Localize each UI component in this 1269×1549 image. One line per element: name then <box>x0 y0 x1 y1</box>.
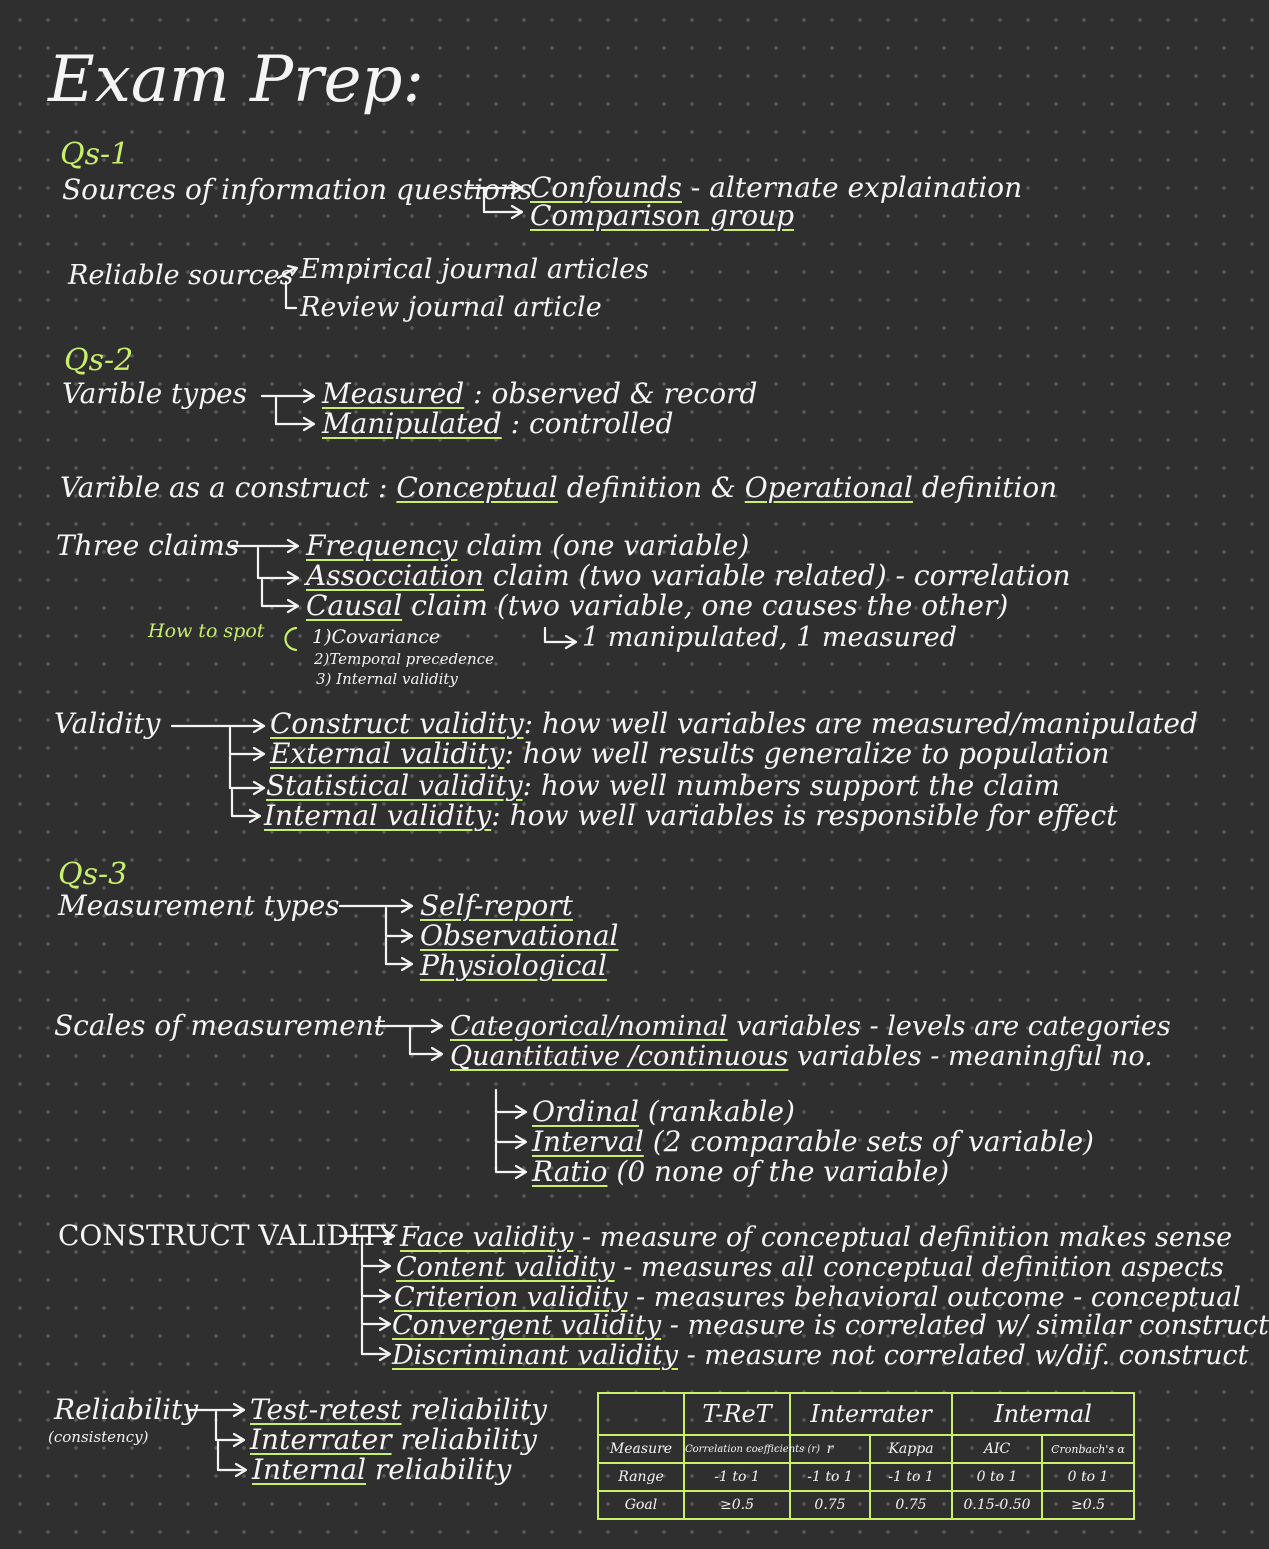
sources-label: Sources of information questions <box>62 173 533 206</box>
validity-label: Validity <box>54 707 161 740</box>
table-cell: 0 to 1 <box>1042 1463 1134 1491</box>
page-title: Exam Prep: <box>48 43 425 117</box>
association-note: claim (two variable related) - correlation <box>492 559 1071 592</box>
table-header-row <box>598 1393 1134 1435</box>
confounds-note: - alternate explaination <box>690 171 1023 204</box>
frequency-line <box>306 529 750 562</box>
internal-reliability-word: reliability <box>374 1453 512 1486</box>
how-to-spot-label: How to spot <box>148 620 265 642</box>
quantitative-term: Quantitative /continuous <box>450 1041 789 1072</box>
table-cell: ≥0.5 <box>684 1491 790 1519</box>
table-header-empty <box>598 1393 684 1435</box>
content-validity-term: Content validity <box>396 1252 615 1283</box>
interrater-term: Interrater <box>250 1423 392 1456</box>
comparison-term: Comparison group <box>530 199 795 232</box>
statistical-validity-term: Statistical validity <box>266 769 523 802</box>
table-cell: 0.75 <box>870 1491 952 1519</box>
content-validity-line <box>396 1254 1224 1281</box>
ratio-note: (0 none of the variable) <box>616 1155 950 1188</box>
ordinal-term: Ordinal <box>532 1095 639 1128</box>
table-cell: ≥0.5 <box>1042 1491 1134 1519</box>
construct-label: Varible as a construct : <box>60 471 388 504</box>
table-cell: Kappa <box>870 1435 952 1463</box>
external-validity-term: External validity <box>270 737 505 770</box>
table-cell: -1 to 1 <box>790 1463 870 1491</box>
section-heading-qs2: Qs-2 <box>64 343 134 378</box>
internal-item: 3) Internal validity <box>316 670 458 688</box>
confounds-line <box>530 171 1023 204</box>
construct-validity-term: Construct validity <box>270 707 524 740</box>
test-retest-term: Test-retest <box>250 1393 402 1426</box>
test-retest-word: reliability <box>410 1393 547 1426</box>
reliability-label: Reliability <box>54 1393 199 1426</box>
construct-validity-line <box>270 707 1198 740</box>
interval-term: Interval <box>532 1125 644 1158</box>
frequency-note: claim (one variable) <box>466 529 750 562</box>
three-claims-label: Three claims <box>56 529 240 562</box>
statistical-validity-note: : how well numbers support the claim <box>522 769 1060 802</box>
varible-types-label: Varible types <box>62 377 247 410</box>
section-heading-qs1: Qs-1 <box>60 137 130 172</box>
interval-note: (2 comparable sets of variable) <box>652 1125 1094 1158</box>
causal-line <box>306 589 1009 622</box>
table-cell: Correlation coefficients (r) <box>684 1435 790 1463</box>
definition-and: definition & <box>566 471 736 504</box>
table-row <box>598 1463 1134 1491</box>
manip-measured-note: 1 manipulated, 1 measured <box>582 622 958 653</box>
empirical-item: Empirical journal articles <box>300 254 649 285</box>
categorical-term: Categorical/nominal <box>450 1011 728 1042</box>
external-validity-line <box>270 737 1110 770</box>
criterion-validity-term: Criterion validity <box>394 1282 628 1313</box>
table-row-label: Goal <box>598 1491 684 1519</box>
ordinal-line <box>532 1095 795 1128</box>
interval-line <box>532 1125 1094 1158</box>
construct-line <box>60 471 1058 504</box>
internal-validity-note: : how well variables is responsible for effect <box>491 799 1118 832</box>
confounds-term: Confounds <box>530 171 682 204</box>
ratio-line <box>532 1155 950 1188</box>
covariance-item: 1)Covariance <box>312 626 441 648</box>
content-validity-note: - measures all conceptual definition aspects <box>623 1252 1224 1283</box>
internal-validity-line <box>264 799 1118 832</box>
measured-term: Measured <box>322 377 465 410</box>
temporal-item: 2)Temporal precedence <box>314 650 494 668</box>
internal-validity-term: Internal validity <box>264 799 492 832</box>
quantitative-line <box>450 1043 1153 1070</box>
face-validity-term: Face validity <box>400 1222 574 1253</box>
criterion-validity-note: - measures behavioral outcome - conceptual <box>636 1282 1241 1313</box>
reliability-table <box>597 1392 1135 1520</box>
reliability-sub: (consistency) <box>48 1428 149 1446</box>
face-validity-line <box>400 1224 1232 1251</box>
reliable-label: Reliable sources <box>68 260 294 291</box>
causal-term: Causal <box>306 589 403 622</box>
measurement-types-label: Measurement types <box>58 889 340 922</box>
physiological-term: Physiological <box>420 949 607 982</box>
categorical-note: variables - levels are categories <box>736 1011 1171 1042</box>
manipulated-note: : controlled <box>510 407 674 440</box>
association-line <box>306 559 1071 592</box>
discriminant-validity-line <box>392 1342 1248 1369</box>
table-cell: 0.75 <box>790 1491 870 1519</box>
table-header-internal: Internal <box>952 1393 1134 1435</box>
ratio-term: Ratio <box>532 1155 608 1188</box>
table-row <box>598 1435 1134 1463</box>
discriminant-validity-note: - measure not correlated w/dif. construct <box>686 1340 1249 1371</box>
statistical-validity-line <box>266 769 1060 802</box>
measured-line <box>322 377 758 410</box>
table-cell: -1 to 1 <box>870 1463 952 1491</box>
test-retest-line <box>250 1393 547 1426</box>
frequency-term: Frequency <box>306 529 458 562</box>
review-item: Review journal article <box>300 292 602 323</box>
quantitative-note: variables - meaningful no. <box>796 1041 1153 1072</box>
convergent-validity-note: - measure is correlated w/ similar construct <box>669 1310 1269 1341</box>
conceptual-term: Conceptual <box>396 471 558 504</box>
interrater-word: reliability <box>400 1423 537 1456</box>
measured-note: : observed & record <box>473 377 758 410</box>
section-heading-qs3: Qs-3 <box>58 857 128 892</box>
convergent-validity-term: Convergent validity <box>392 1310 662 1341</box>
operational-term: Operational <box>744 471 913 504</box>
scales-label: Scales of measurement <box>54 1009 386 1042</box>
table-cell: Cronbach's α <box>1042 1435 1134 1463</box>
internal-reliability-term: Internal <box>252 1453 366 1486</box>
construct-validity-label: CONSTRUCT VALIDITY <box>58 1219 398 1252</box>
criterion-validity-line <box>394 1284 1241 1311</box>
table-cell: AIC <box>952 1435 1042 1463</box>
interrater-line <box>250 1423 537 1456</box>
association-term: Assocciation <box>306 559 484 592</box>
face-validity-note: - measure of conceptual definition makes sense <box>581 1222 1233 1253</box>
observational-term: Observational <box>420 919 619 952</box>
categorical-line <box>450 1013 1171 1040</box>
self-report-term: Self-report <box>420 889 573 922</box>
table-header-tret: T-ReT <box>684 1393 790 1435</box>
internal-reliability-line <box>252 1453 512 1486</box>
definition-word: definition <box>921 471 1058 504</box>
table-cell: r <box>790 1435 870 1463</box>
construct-validity-note: : how well variables are measured/manipulated <box>523 707 1198 740</box>
manipulated-term: Manipulated <box>322 407 502 440</box>
table-header-interrater: Interrater <box>790 1393 952 1435</box>
table-row-label: Range <box>598 1463 684 1491</box>
discriminant-validity-term: Discriminant validity <box>392 1340 678 1371</box>
table-row-label: Measure <box>598 1435 684 1463</box>
external-validity-note: : how well results generalize to population <box>504 737 1110 770</box>
manipulated-line <box>322 407 674 440</box>
table-cell: 0.15-0.50 <box>952 1491 1042 1519</box>
ordinal-note: (rankable) <box>647 1095 795 1128</box>
table-cell: 0 to 1 <box>952 1463 1042 1491</box>
causal-note: claim (two variable, one causes the other) <box>411 589 1009 622</box>
convergent-validity-line <box>392 1312 1269 1339</box>
table-cell: -1 to 1 <box>684 1463 790 1491</box>
table-row <box>598 1491 1134 1519</box>
